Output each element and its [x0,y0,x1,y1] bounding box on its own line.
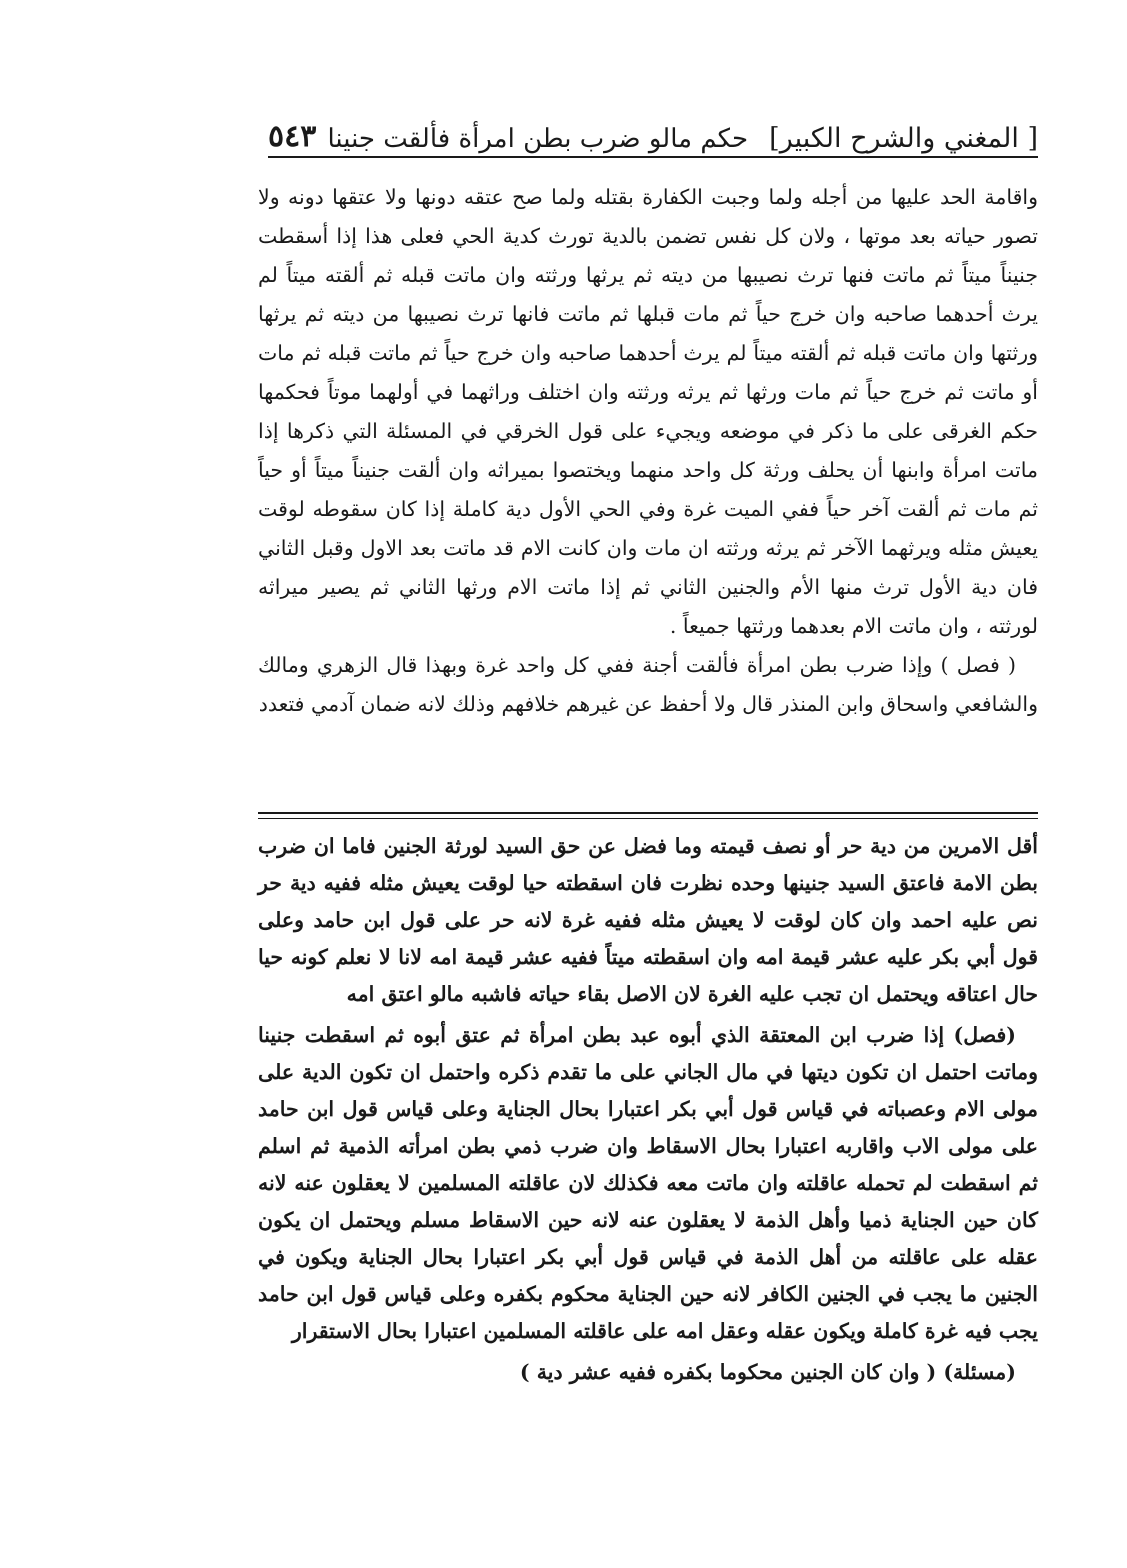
main-paragraph-fasl: ( فصل ) وإذا ضرب بطن امرأة فألقت أجنة ففي كل واحد غرة وبهذا قال الزهري ومالك والشافعي واسحاق وابن المنذر قال ولا أحفظ عن غيرهم خلافهم وذلك لانه ضمان آدمي فتعدد [258,653,1038,716]
page-number: ٥٤٣ [268,119,317,154]
commentary-paragraph-slave: أقل الامرين من دية حر أو نصف قيمته وما فضل عن حق السيد لورثة الجنين فاما ان ضرب بطن الامة فاعتق السيد جنينها وحده نظرت فان اسقطته حيا لوقت يعيش مثله ففيه دية حر نص عليه احمد وان كان لوقت لا يعيش مثله ففيه غرة لانه حر على قول ابن حامد وعلى قول أبي بكر عليه عشر قيمة امه وان اسقطته ميتاً ففيه عشر قيمة امه لانا لا نعلم كونه حيا حال اعتاقه ويحتمل ان تجب عليه الغرة لان الاصل بقاء حياته فاشبه مالو اعتق امه [258,834,1038,1006]
commentary-paragraph-masala: (مسئلة) ( وان كان الجنين محكوما بكفره ففيه عشر دية ) [519,1360,1016,1384]
header-rule [268,156,1038,158]
commentary-section [258,828,1038,1391]
chapter-title: حكم مالو ضرب بطن امرأة فألقت جنينا [327,124,749,154]
page-header [268,108,1038,154]
section-divider [258,812,1038,819]
book-title: [ المغني والشرح الكبير] [769,123,1038,154]
main-text-section [258,178,1038,724]
main-paragraph-inheritance: واقامة الحد عليها من أجله ولما وجبت الكفارة بقتله ولما صح عتقه دونها ولا عتقها دونه ولا تصور حياته بعد موتها ، ولان كل نفس تضمن بالدية تورث كدية الحي فعلى هذا إذا أسقطت جنيناً ميتاً ثم ماتت فنها ترث نصيبها من ديته ثم يرثها ورثته وان ماتت قبله ثم ألقته ميتاً لم يرث أحدهما صاحبه وان خرج حياً ثم مات قبلها ثم ماتت فانها ترث نصيبها من ديته ثم يرثها ورثتها وان ماتت قبله ثم ألقته ميتاً لم يرث أحدهما صاحبه وان خرج حياً ثم ماتت قبله ثم مات أو ماتت ثم خرج حياً ثم مات ورثها ثم يرثه ورثته وان اختلف وراثهما في أولهما موتاً فحكمها حكم الغرقى على ما ذكر في موضعه ويجيء على قول الخرقي في المسئلة التي ذكرها إذا ماتت امرأة وابنها أن يحلف ورثة كل واحد منهما ويختصوا بميراثه وان ألقت جنيناً ميتاً أو حياً ثم مات ثم ألقت آخر حياً ففي الميت غرة وفي الحي الأول دية كاملة إذا كان سقوطه لوقت يعيش مثله ويرثهما الآخر ثم يرثه ورثته ان مات وان كانت الام قد ماتت بعد الاول وقبل الثاني فان دية الأول ترث منها الأم والجنين الثاني ثم إذا ماتت الام ورثها الثاني ثم يصير ميراثه لورثته ، وان ماتت الام بعدهما ورثتها جميعاً . [258,185,1038,638]
commentary-paragraph-fasl: (فصل) إذا ضرب ابن المعتقة الذي أبوه عبد بطن امرأة ثم عتق أبوه ثم اسقطت جنينا وماتت احتمل ان تكون ديتها في مال الجاني على ما تقدم ذكره واحتمل ان تكون الدية على مولى الام وعصباته في قياس قول أبي بكر اعتبارا بحال الجناية وعلى قياس قول ابن حامد على مولى الاب واقاربه اعتبارا بحال الاسقاط وان ضرب ذمي بطن امرأته الذمية ثم اسلم ثم اسقطت لم تحمله عاقلته وان ماتت معه فكذلك لان عاقلته المسلمين لا يعقلون عنه لانه كان حين الجناية ذميا وأهل الذمة لا يعقلون عنه لانه حين الاسقاط مسلم ويحتمل ان يكون عقله على عاقلته من أهل الذمة في قياس قول أبي بكر اعتبارا بحال الجناية ويكون في الجنين ما يجب في الجنين الكافر لانه حين الجناية محكوم بكفره وعلى قياس قول ابن حامد يجب فيه غرة كاملة ويكون عقله وعقل امه على عاقلته المسلمين اعتبارا بحال الاستقرار [258,1023,1038,1343]
